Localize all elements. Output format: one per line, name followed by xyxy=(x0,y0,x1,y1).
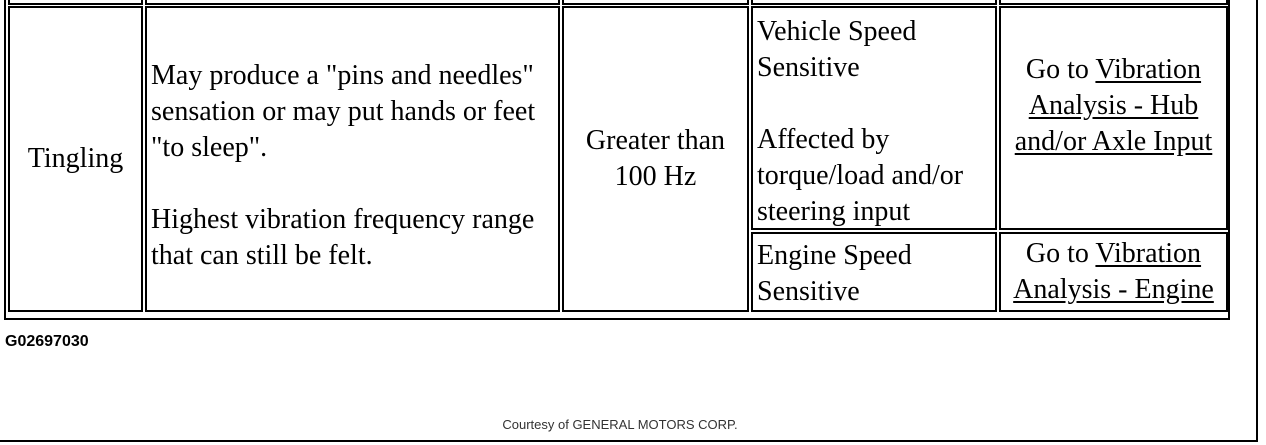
action-cell-engine xyxy=(999,232,1228,312)
condition-cell-engine-speed xyxy=(751,232,997,312)
diagnosis-table xyxy=(4,0,1230,320)
frequency-cell xyxy=(562,6,749,312)
prev-row-cell xyxy=(145,0,560,5)
description-text-2: Highest vibration frequency range that can still be felt. xyxy=(151,204,535,271)
action-text-hub-axle xyxy=(1006,52,1221,160)
description-cell xyxy=(145,6,560,312)
courtesy-note: Courtesy of GENERAL MOTORS CORP. xyxy=(502,417,738,432)
description-text-1: May produce a "pins and needles" sensation or may put hands or feet "to sleep". xyxy=(151,60,536,163)
action-text-engine xyxy=(1006,236,1221,308)
sensation-text: Tingling xyxy=(27,143,124,174)
condition-text-engine: Engine Speed Sensitive xyxy=(757,240,912,307)
prev-row-cell xyxy=(562,0,749,5)
condition-cell-vehicle-speed xyxy=(751,6,997,230)
action-prefix: Go to xyxy=(1025,238,1089,269)
action-prefix: Go to xyxy=(1025,54,1089,85)
action-cell-hub-axle xyxy=(999,6,1228,230)
vibration-analysis-hub-axle-link[interactable]: Vibration Analysis - Hub and/or Axle Input xyxy=(1014,54,1213,157)
frequency-text: Greater than 100 Hz xyxy=(585,125,726,192)
sensation-cell xyxy=(8,6,143,312)
prev-row-cell xyxy=(751,0,997,5)
condition-text-2: Affected by torque/load and/or steering input xyxy=(757,124,964,227)
figure-code: G02697030 xyxy=(5,333,89,350)
vibration-analysis-engine-link[interactable]: Vibration Analysis - Engine xyxy=(1013,238,1214,305)
prev-row-cell xyxy=(8,0,143,5)
condition-text-1: Vehicle Speed Sensitive xyxy=(757,16,917,83)
prev-row-cell xyxy=(999,0,1228,5)
